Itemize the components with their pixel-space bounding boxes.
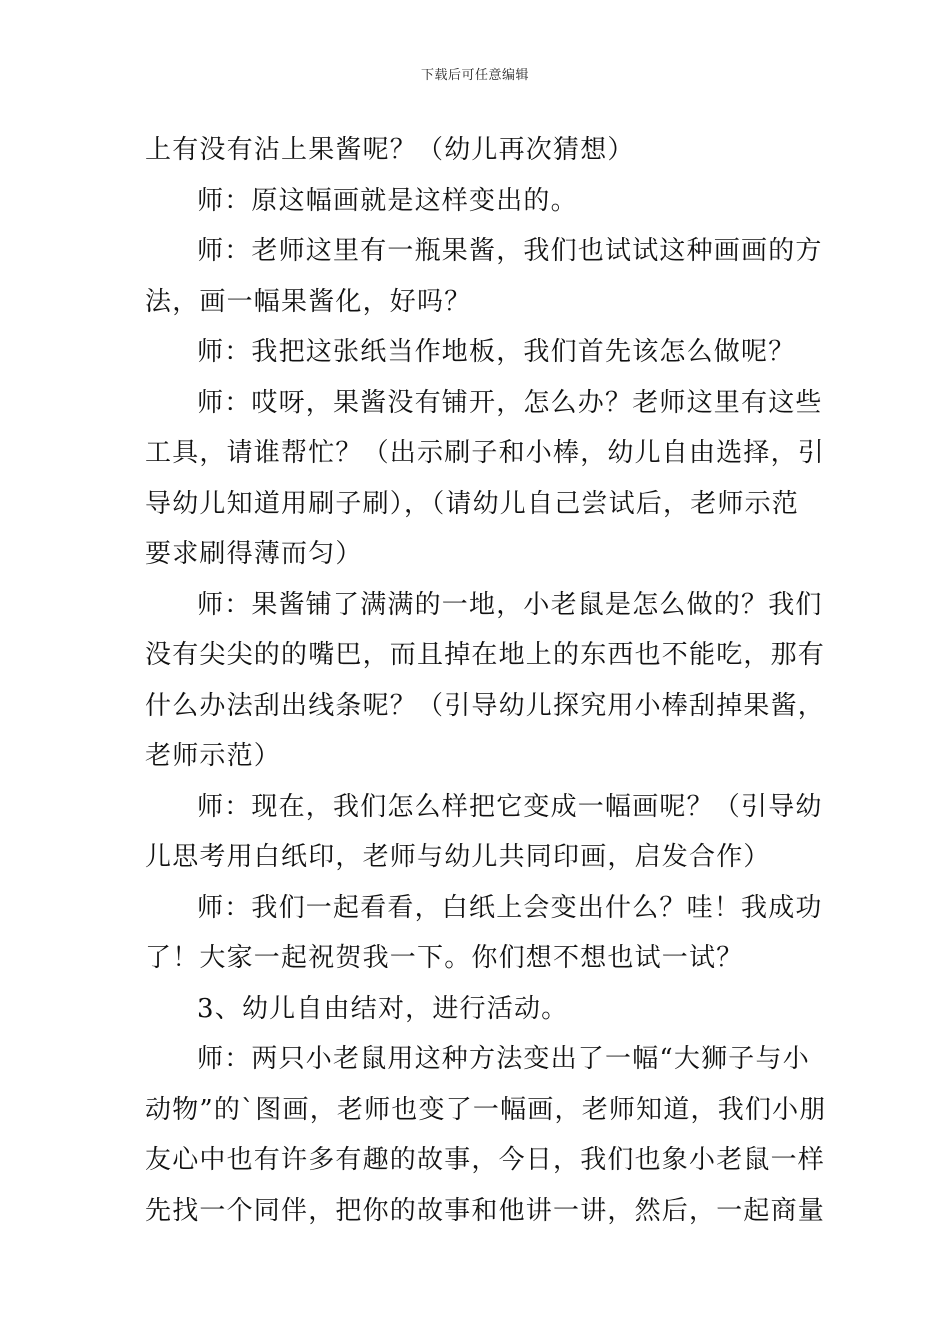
page-header: 下载后可任意编辑 [420,68,529,83]
paragraph-line: 友心中也有许多有趣的故事，今日，我们也象小老鼠一样 [145,1145,826,1175]
paragraph-line: 师：原这幅画就是这样变出的。 [197,185,578,216]
paragraph-line: 3、幼儿自由结对，进行活动。 [197,993,569,1024]
paragraph-line: 了！大家一起祝贺我一下。你们想不想也试一试？ [145,943,744,973]
paragraph-line: 师：哎呀，果酱没有铺开，怎么办？老师这里有这些 [197,387,823,418]
paragraph-line: 师：两只小老鼠用这种方法变出了一幅“大狮子与小 [197,1044,810,1074]
paragraph-line: 老师示范） [145,741,282,771]
paragraph-line: 要求刷得薄而匀） [145,539,363,569]
document-body [145,125,827,1236]
paragraph-line: 儿思考用白纸印，老师与幼儿共同印画，启发合作） [145,842,771,872]
paragraph-line: 上有没有沾上果酱呢？（幼儿再次猜想） [145,135,635,165]
paragraph-line: 师：我们一起看看，白纸上会变出什么？哇！我成功 [197,892,823,923]
paragraph-line: 师：老师这里有一瓶果酱，我们也试试这种画画的方 [197,236,823,266]
paragraph-line: 师：果酱铺了满满的一地，小老鼠是怎么做的？我们 [197,589,823,620]
paragraph-line: 动物”的`图画，老师也变了一幅画，老师知道，我们小朋 [145,1094,827,1125]
paragraph-line: 法，画一幅果酱化，好吗？ [145,286,472,317]
paragraph-line: 先找一个同伴，把你的故事和他讲一讲，然后，一起商量 [145,1195,826,1226]
paragraph-line: 什么办法刮出线条呢？（引导幼儿探究用小棒刮掉果酱， [145,690,826,721]
paragraph-line: 师：我把这张纸当作地板，我们首先该怎么做呢？ [197,337,796,367]
paragraph-line: 工具，请谁帮忙？（出示刷子和小棒，幼儿自由选择，引 [145,438,826,468]
paragraph-line: 导幼儿知道用刷子刷），（请幼儿自己尝试后，老师示范 [145,488,800,519]
paragraph-line: 师：现在，我们怎么样把它变成一幅画呢？（引导幼 [197,791,823,822]
paragraph-line: 没有尖尖的的嘴巴，而且掉在地上的东西也不能吃，那有 [145,640,826,670]
